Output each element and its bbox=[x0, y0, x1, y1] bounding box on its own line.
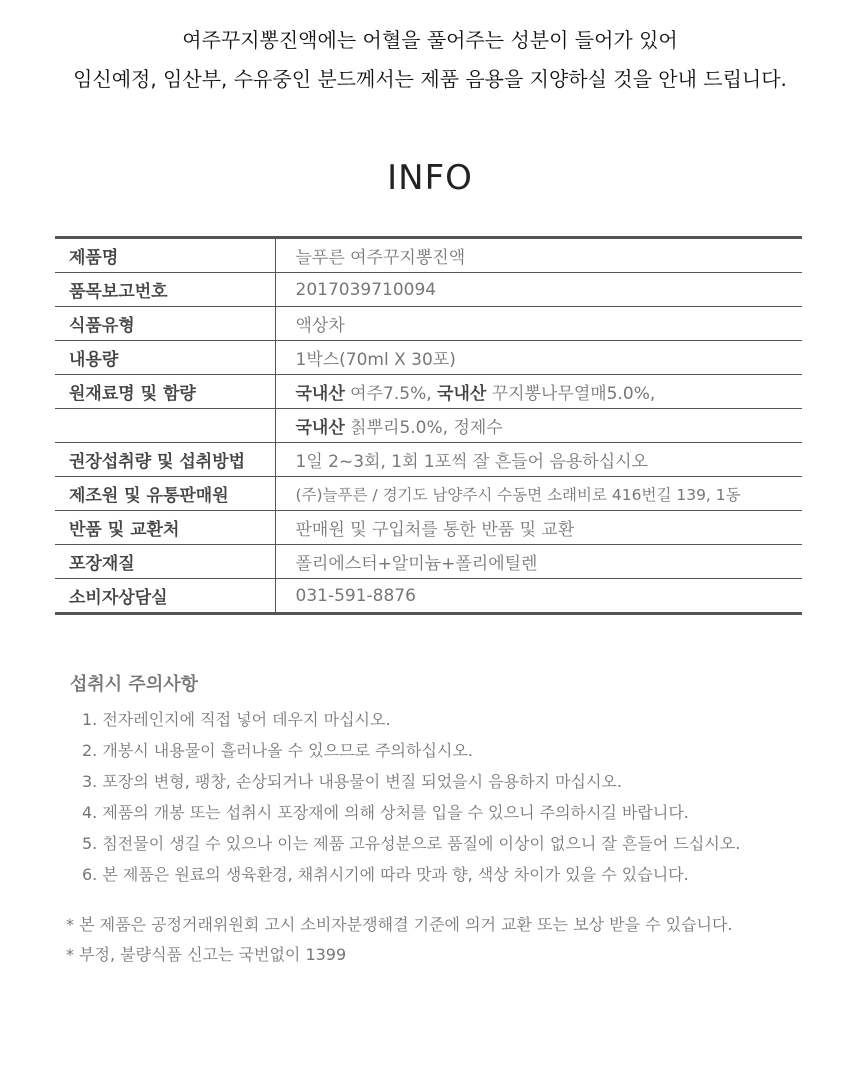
table-row bbox=[55, 579, 802, 614]
consult-label: 소비자상담실 bbox=[55, 579, 275, 614]
precautions-title: 섭취시 주의사항 bbox=[70, 674, 198, 695]
table-row bbox=[55, 477, 802, 511]
notice-line-2: 임신예정, 임산부, 수유중인 분드께서는 제품 음용을 지양하실 것을 안내 드립니다. bbox=[73, 67, 787, 91]
footnote-report: * 부정, 불량식품 신고는 국번없이 1399 bbox=[66, 945, 347, 964]
table-row bbox=[55, 307, 802, 341]
table-row bbox=[55, 341, 802, 375]
intake-label: 권장섭취량 및 섭취방법 bbox=[55, 443, 275, 477]
report-no-label: 품목보고번호 bbox=[55, 273, 275, 307]
packaging-label: 포장재질 bbox=[55, 545, 275, 579]
origin-tag: 국내산 bbox=[437, 384, 487, 404]
list-item: 6. 본 제품은 원료의 생육환경, 채취시기에 따라 맛과 향, 색상 차이가 있을 수 있습니다. bbox=[82, 865, 689, 884]
list-item: 5. 침전물이 생길 수 있으나 이는 제품 고유성분으로 품질에 이상이 없으니 잘 흔들어 드십시오. bbox=[82, 834, 741, 853]
table-row bbox=[55, 238, 802, 273]
ingredient-text: 꾸지뽕나무열매5.0%, bbox=[486, 384, 656, 404]
footnote-compensation: * 본 제품은 공정거래위원회 고시 소비자분쟁해결 기준에 의거 교환 또는 보상 받을 수 있습니다. bbox=[66, 915, 733, 934]
food-type-value: 액상차 bbox=[275, 307, 802, 341]
table-row bbox=[55, 511, 802, 545]
food-type-label: 식품유형 bbox=[55, 307, 275, 341]
origin-tag: 국내산 bbox=[295, 418, 345, 438]
intake-value: 1일 2~3회, 1회 1포씩 잘 흔들어 음용하십시오 bbox=[275, 443, 802, 477]
list-item: 4. 제품의 개봉 또는 섭취시 포장재에 의해 상처를 입을 수 있으니 주의하시길 바랍니다. bbox=[82, 803, 689, 822]
product-info-table bbox=[55, 236, 802, 615]
ingredients-label: 원재료명 및 함량 bbox=[55, 375, 275, 409]
volume-value: 1박스(70ml X 30포) bbox=[275, 341, 802, 375]
product-name-value: 늘푸른 여주꾸지뽕진액 bbox=[275, 238, 802, 273]
notice-line-1: 여주꾸지뽕진액에는 어혈을 풀어주는 성분이 들어가 있어 bbox=[182, 28, 678, 52]
ingredients-label-empty bbox=[55, 409, 275, 443]
product-name-label: 제품명 bbox=[55, 238, 275, 273]
report-no-value: 2017039710094 bbox=[275, 273, 802, 307]
maker-value: (주)늘푸른 / 경기도 남양주시 수동면 소래비로 416번길 139, 1동 bbox=[275, 477, 802, 511]
ingredients-value-2 bbox=[275, 409, 802, 443]
ingredient-text: 칡뿌리5.0%, 정제수 bbox=[344, 418, 503, 438]
table-row bbox=[55, 375, 802, 409]
ingredient-text: 여주7.5%, bbox=[344, 384, 438, 404]
table-row bbox=[55, 443, 802, 477]
table-row bbox=[55, 409, 802, 443]
maker-label: 제조원 및 유통판매원 bbox=[55, 477, 275, 511]
info-title: INFO bbox=[387, 158, 473, 198]
table-row bbox=[55, 273, 802, 307]
table-row bbox=[55, 545, 802, 579]
volume-label: 내용량 bbox=[55, 341, 275, 375]
precautions-list bbox=[82, 708, 740, 894]
list-item: 1. 전자레인지에 직접 넣어 데우지 마십시오. bbox=[82, 710, 391, 729]
packaging-value: 폴리에스터+알미늄+폴리에틸렌 bbox=[275, 545, 802, 579]
consult-value: 031-591-8876 bbox=[295, 585, 416, 606]
returns-label: 반품 및 교환처 bbox=[55, 511, 275, 545]
returns-value: 판매원 및 구입처를 통한 반품 및 교환 bbox=[275, 511, 802, 545]
list-item: 3. 포장의 변형, 팽창, 손상되거나 내용물이 변질 되었을시 음용하지 마십시오. bbox=[82, 772, 622, 791]
ingredients-value-1 bbox=[275, 375, 802, 409]
list-item: 2. 개봉시 내용물이 흘러나올 수 있으므로 주의하십시오. bbox=[82, 741, 473, 760]
origin-tag: 국내산 bbox=[295, 384, 345, 404]
